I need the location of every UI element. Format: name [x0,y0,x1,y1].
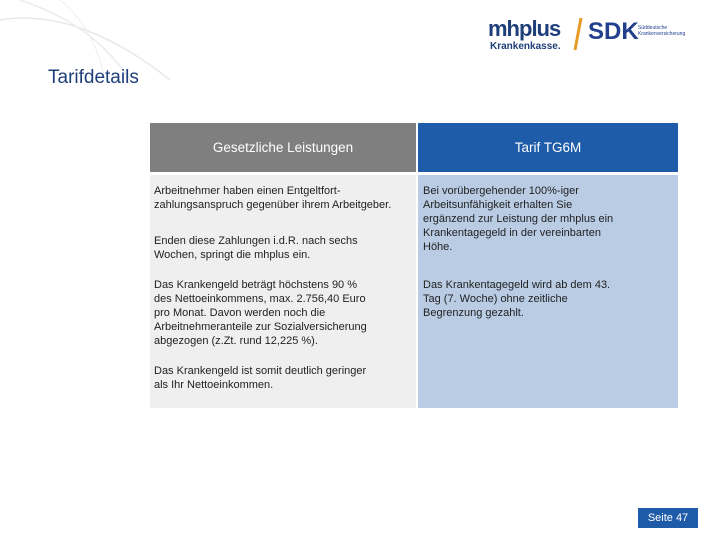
left-paragraph-text: Enden diese Zahlungen i.d.R. nach sechs Wochen, springt die mhplus ein. [154,235,358,261]
sdk-logo-tagline: Süddeutsche Krankenversicherung [638,25,686,37]
mhplus-logo [488,16,568,56]
comparison-table [150,123,678,408]
right-paragraph [423,184,613,254]
left-paragraph-text: Das Krankengeld ist somit deutlich geringer als Ihr Nettoeinkommen. [154,365,367,391]
header-gesetzliche-leistungen: Gesetzliche Leistungen [150,123,416,172]
right-paragraph [423,278,610,320]
right-paragraph-text: Das Krankentagegeld wird ab dem 43. Tag (7. Woche) ohne zeitliche Begrenzung gezahlt. [423,279,611,319]
right-paragraph-text: Bei vorübergehender 100%-iger Arbeitsunfähigkeit erhalten Sie ergänzend zur Leistung der mhplus ein Krankentagegeld in der vereinbarten Höhe. [423,185,614,253]
page-title: Tarifdetails [48,67,139,88]
column-gesetzliche-leistungen [150,175,416,408]
sdk-logo [588,18,708,52]
decorative-swoosh [0,0,300,80]
logo-separator [570,16,586,52]
mhplus-logo-sub: Krankenkasse. [490,41,561,52]
mhplus-logo-brand [488,16,560,42]
left-paragraph [154,184,391,212]
column-tarif [418,175,678,408]
header-tarif: Tarif TG6M [418,123,678,172]
left-paragraph [154,234,358,262]
left-paragraph-text: Das Krankengeld beträgt höchstens 90 % des Nettoeinkommens, max. 2.756,40 Euro pro Monat. Davon werden noch die Arbeitnehmeranteile zur Sozialversicherung abgezogen (z.Zt. rund 12,225 %). [154,279,367,347]
left-paragraph [154,278,367,348]
page-number-badge: Seite 47 [638,508,698,528]
sdk-logo-text: SDK [588,18,639,45]
left-paragraph [154,364,366,392]
left-paragraph-text: Arbeitnehmer haben einen Entgeltfort- zahlungsanspruch gegenüber ihrem Arbeitgeber. [154,185,392,211]
mhplus-logo-text: mhplus [488,16,561,41]
